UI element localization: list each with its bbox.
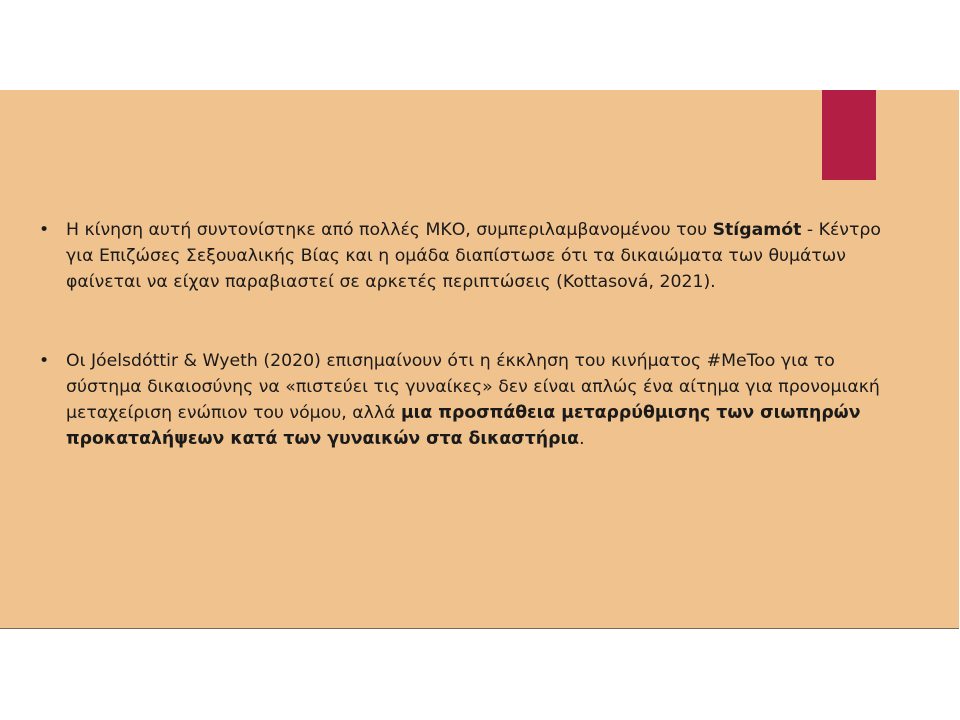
bullet-item bbox=[38, 217, 908, 296]
accent-tab bbox=[822, 90, 876, 180]
text-segment: . bbox=[579, 429, 585, 450]
text-segment: - Κέντρο για Επιζώσες Σεξουαλικής Βίας και η ομάδα διαπίστωσε ότι τα δικαιώματα των θυμάτων φαίνεται να είχαν παραβιαστεί σε αρκετές περιπτώσεις (Kottasová, 2021). bbox=[66, 220, 881, 293]
slide bbox=[0, 90, 959, 629]
bold-segment: μια προσπάθεια μεταρρύθμισης των σιωπηρών προκαταλήψεων κατά των γυναικών στα δικαστήρια bbox=[66, 403, 861, 450]
bullet-list bbox=[38, 217, 908, 452]
bullet-dot-icon: • bbox=[39, 220, 50, 240]
bullet-text bbox=[66, 351, 880, 450]
text-segment: Η κίνηση αυτή συντονίστηκε από πολλές ΜΚΟ, συμπεριλαμβανομένου του bbox=[66, 220, 713, 240]
bullet-item bbox=[38, 348, 908, 453]
bold-segment: Stígamót bbox=[712, 220, 802, 240]
bullet-text bbox=[66, 220, 881, 292]
bullet-dot-icon: • bbox=[39, 350, 50, 371]
text-segment: Οι Jóelsdóttir & Wyeth (2020) επισημαίνουν ότι η έκκληση του κινήματος #MeToo για το σύστημα δικαιοσύνης να «πιστεύει τις γυναίκες» δεν είναι απλώς ένα αίτημα για προνομιακή μεταχείριση ενώπιον του νόμου, αλλά bbox=[66, 350, 880, 424]
